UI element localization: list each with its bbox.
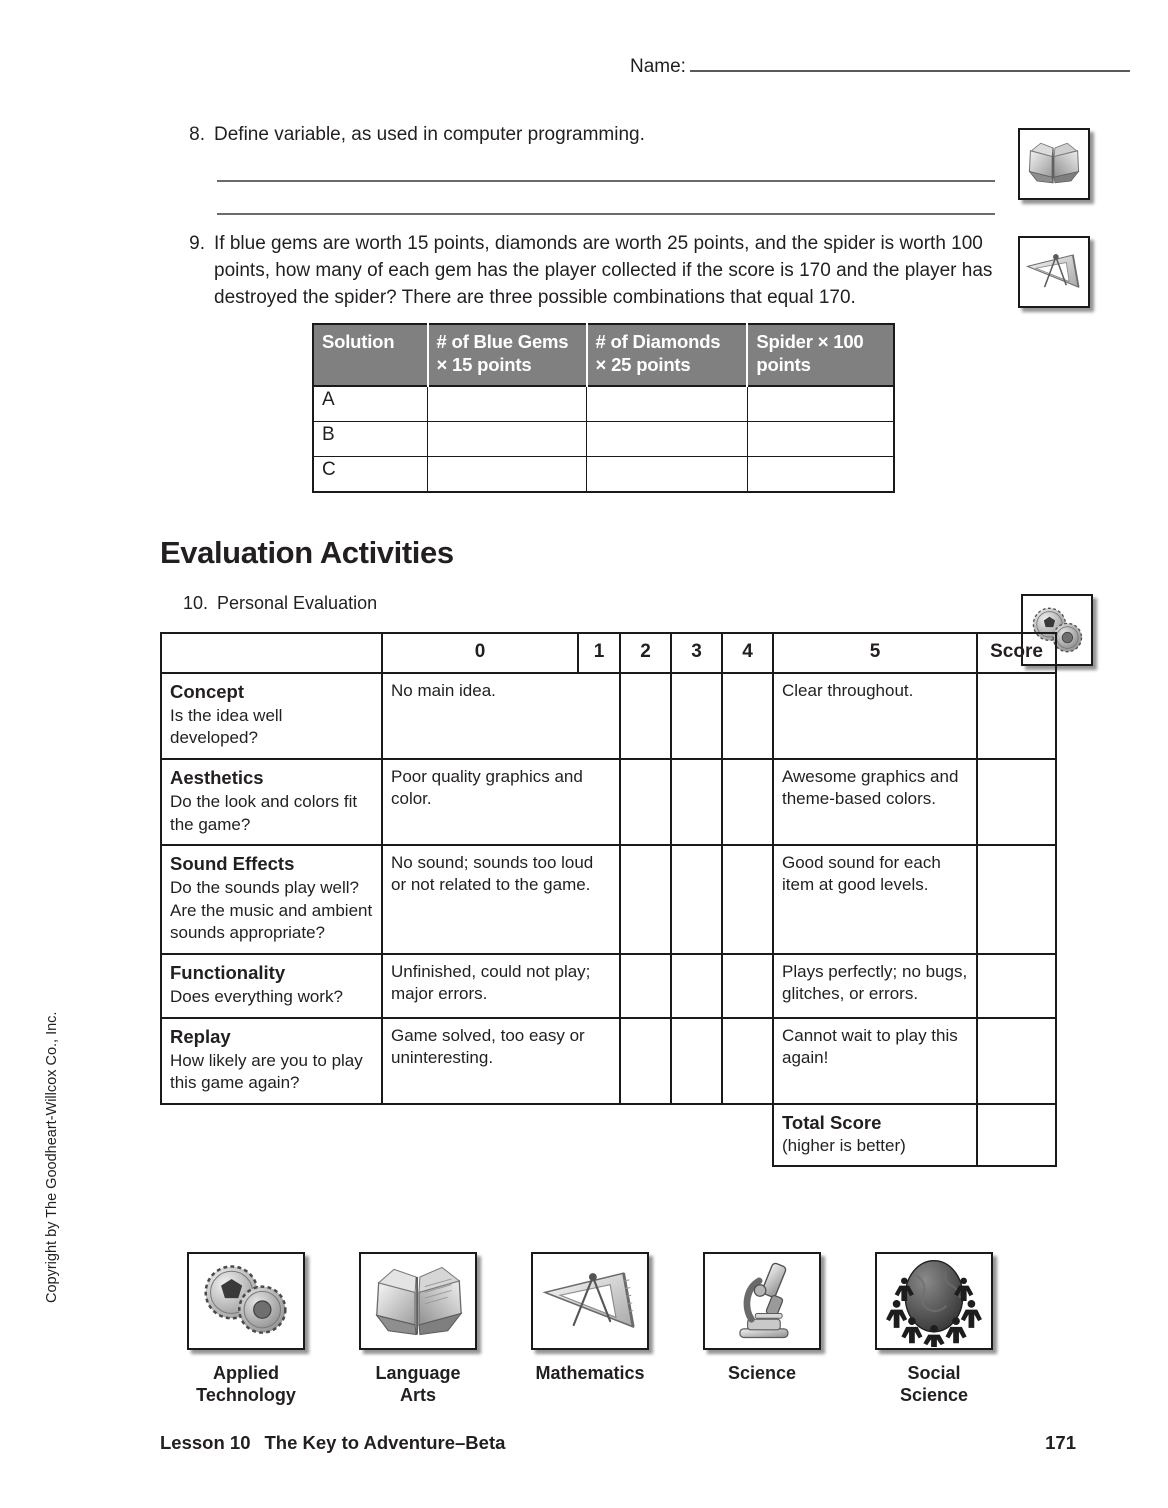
rubric-total-spacer-3 (620, 1104, 671, 1166)
solution-combinations-table (312, 323, 895, 493)
solution-row-label: C (313, 457, 428, 493)
table-row (161, 954, 1056, 1018)
gears-icon (187, 1252, 305, 1350)
rubric-concept-level-0[interactable]: No main idea. (382, 673, 620, 759)
question-9-text: If blue gems are worth 15 points, diamonds are worth 25 points, and the spider is worth 100 points, how many of each gem has the player collected if the score is 170 and the player has destroyed the spider? There are three possible combinations that equal 170. (214, 233, 993, 308)
question-8 (180, 122, 980, 149)
triangle-ruler-compass-icon (531, 1252, 649, 1350)
rubric-concept-score[interactable] (977, 673, 1056, 759)
rubric-concept-cell-4[interactable] (722, 673, 773, 759)
rubric-total-spacer-5 (722, 1104, 773, 1166)
subject-label-line1: Science (727, 1363, 797, 1383)
subject-science (676, 1252, 848, 1406)
solution-header-spider (747, 324, 894, 386)
solution-row-b-diamonds[interactable] (587, 422, 748, 457)
rubric-replay-level-0[interactable]: Game solved, too easy or uninteresting. (382, 1018, 620, 1104)
rubric-total-spacer-4 (671, 1104, 722, 1166)
solution-row-label: A (313, 386, 428, 422)
answer-line-1[interactable] (217, 180, 995, 182)
rubric-sound-effects-cell-2[interactable] (620, 845, 671, 954)
solution-header-spider-line2: points (756, 353, 811, 375)
rubric-sound-effects-cell-3[interactable] (671, 845, 722, 954)
name-label: Name: (630, 56, 686, 77)
solution-header-diamonds (587, 324, 748, 386)
footer-lesson-number: Lesson 10 (160, 1432, 251, 1453)
subject-language-arts (332, 1252, 504, 1406)
rubric-criteria-aesthetics (161, 759, 382, 845)
rubric-functionality-cell-4[interactable] (722, 954, 773, 1018)
question-8-number: 8. (189, 124, 205, 145)
rubric-sound-effects-level-0[interactable]: No sound; sounds too loud or not related to the game. (382, 845, 620, 954)
solution-header-spider-line1: Spider × 100 (756, 331, 864, 352)
subject-mathematics (504, 1252, 676, 1406)
subject-label-line1: Language (375, 1363, 461, 1383)
table-row (313, 457, 894, 493)
subject-language-arts-label (375, 1363, 460, 1406)
name-field-row (630, 56, 1130, 78)
rubric-header-4: 4 (722, 633, 773, 673)
solution-row-c-blue-gems[interactable] (428, 457, 587, 493)
rubric-aesthetics-level-0[interactable]: Poor quality graphics and color. (382, 759, 620, 845)
rubric-functionality-score[interactable] (977, 954, 1056, 1018)
rubric-functionality-level-0[interactable]: Unfinished, could not play; major errors. (382, 954, 620, 1018)
rubric-sound-effects-cell-4[interactable] (722, 845, 773, 954)
rubric-concept-cell-2[interactable] (620, 673, 671, 759)
page-number: 171 (1045, 1432, 1076, 1453)
rubric-criteria-functionality (161, 954, 382, 1018)
globe-people-icon (875, 1252, 993, 1350)
rubric-aesthetics-cell-2[interactable] (620, 759, 671, 845)
rubric-criteria-functionality-question: Does everything work? (170, 987, 343, 1007)
subject-science-label (728, 1363, 796, 1385)
rubric-aesthetics-level-5[interactable]: Awesome graphics and theme-based colors. (773, 759, 977, 845)
rubric-total-label (773, 1104, 977, 1166)
open-book-icon (1018, 128, 1090, 200)
rubric-criteria-functionality-title: Functionality (170, 962, 286, 984)
rubric-criteria-concept-title: Concept (170, 680, 244, 702)
rubric-criteria-aesthetics-question: Do the look and colors fit the game? (170, 792, 358, 834)
rubric-total-spacer-1 (161, 1104, 382, 1166)
subject-label-line2: Science (899, 1384, 969, 1405)
rubric-functionality-cell-2[interactable] (620, 954, 671, 1018)
question-8-text: Define variable, as used in computer programming. (214, 124, 645, 145)
question-10-number: 10. (182, 593, 208, 613)
triangle-ruler-compass-icon (1018, 236, 1090, 308)
rubric-total-row (161, 1104, 1056, 1166)
rubric-total-score[interactable] (977, 1104, 1056, 1166)
subject-label-line1: Applied (212, 1363, 279, 1383)
subject-icon-row (160, 1252, 1020, 1406)
subject-label-line1: Social (907, 1363, 961, 1383)
rubric-concept-level-5[interactable]: Clear throughout. (773, 673, 977, 759)
subject-mathematics-label (535, 1363, 644, 1385)
solution-header-solution (313, 324, 428, 386)
copyright-notice: Copyright by The Goodheart-Willcox Co., Inc. (44, 1011, 60, 1303)
solution-table-header-row (313, 324, 894, 386)
subject-label-line2: Technology (196, 1384, 296, 1405)
solution-header-solution-line1: Solution (322, 331, 395, 352)
subject-social-science (848, 1252, 1020, 1406)
solution-row-label: B (313, 422, 428, 457)
rubric-header-0: 0 (382, 633, 578, 673)
solution-row-a-diamonds[interactable] (587, 386, 748, 422)
rubric-criteria-replay (161, 1018, 382, 1104)
rubric-replay-cell-3[interactable] (671, 1018, 722, 1104)
solution-header-diamonds-line1: # of Diamonds (595, 331, 721, 352)
rubric-header-3: 3 (671, 633, 722, 673)
answer-line-2[interactable] (217, 213, 995, 215)
name-write-in-line[interactable] (690, 56, 1130, 72)
rubric-concept-cell-3[interactable] (671, 673, 722, 759)
rubric-criteria-replay-title: Replay (170, 1025, 231, 1047)
solution-header-blue-gems (428, 324, 587, 386)
solution-row-a-spider[interactable] (747, 386, 894, 422)
rubric-functionality-level-5[interactable]: Plays perfectly; no bugs, glitches, or errors. (773, 954, 977, 1018)
rubric-criteria-sound-effects (161, 845, 382, 954)
table-row (161, 673, 1056, 759)
rubric-criteria-sound-effects-title: Sound Effects (170, 853, 295, 875)
subject-applied-technology-label (196, 1363, 296, 1406)
table-row (161, 1018, 1056, 1104)
solution-header-blue-gems-line2: × 15 points (436, 353, 532, 375)
solution-header-diamonds-line2: × 25 points (595, 353, 691, 375)
solution-header-blue-gems-line1: # of Blue Gems (436, 331, 569, 352)
table-row (313, 422, 894, 457)
rubric-header-2: 2 (620, 633, 671, 673)
table-row (161, 845, 1056, 954)
footer-lesson-name: The Key to Adventure–Beta (264, 1432, 506, 1453)
rubric-header-5: 5 (773, 633, 977, 673)
rubric-total-title: Total Score (782, 1112, 882, 1134)
rubric-criteria-sound-effects-question: Do the sounds play well? Are the music and ambient sounds appropriate? (170, 878, 373, 943)
rubric-replay-level-5[interactable]: Cannot wait to play this again! (773, 1018, 977, 1104)
rubric-aesthetics-cell-3[interactable] (671, 759, 722, 845)
microscope-icon (703, 1252, 821, 1350)
rubric-functionality-cell-3[interactable] (671, 954, 722, 1018)
rubric-aesthetics-score[interactable] (977, 759, 1056, 845)
rubric-header-row (161, 633, 1056, 673)
open-book-icon (359, 1252, 477, 1350)
rubric-total-spacer-2 (382, 1104, 620, 1166)
footer-lesson-title (160, 1432, 505, 1454)
rubric-total-note: (higher is better) (782, 1136, 906, 1156)
rubric-criteria-concept-question: Is the idea well developed? (170, 705, 283, 748)
subject-label-line2: Arts (399, 1384, 436, 1405)
table-row (313, 386, 894, 422)
solution-row-a-blue-gems[interactable] (428, 386, 587, 422)
solution-row-c-spider[interactable] (747, 457, 894, 493)
subject-label-line1: Mathematics (535, 1363, 645, 1383)
page-title: Evaluation Activities (160, 535, 454, 570)
rubric-criteria-concept (161, 673, 382, 759)
solution-row-b-blue-gems[interactable] (428, 422, 587, 457)
rubric-header-criteria (161, 633, 382, 673)
subject-applied-technology (160, 1252, 332, 1406)
solution-row-c-diamonds[interactable] (587, 457, 748, 493)
rubric-header-1: 1 (578, 633, 620, 673)
rubric-sound-effects-score[interactable] (977, 845, 1056, 954)
question-9-number: 9. (189, 233, 205, 254)
personal-evaluation-rubric-table (160, 632, 1057, 1167)
rubric-replay-cell-2[interactable] (620, 1018, 671, 1104)
rubric-criteria-aesthetics-title: Aesthetics (170, 766, 264, 788)
question-9 (180, 231, 995, 312)
rubric-aesthetics-cell-4[interactable] (722, 759, 773, 845)
table-row (161, 759, 1056, 845)
rubric-replay-cell-4[interactable] (722, 1018, 773, 1104)
question-10-text: Personal Evaluation (217, 593, 378, 613)
subject-social-science-label (900, 1363, 968, 1406)
rubric-sound-effects-level-5[interactable]: Good sound for each item at good levels. (773, 845, 977, 954)
rubric-criteria-replay-question: How likely are you to play this game again? (170, 1050, 363, 1093)
question-10 (175, 591, 575, 617)
rubric-header-score: Score (977, 633, 1056, 673)
solution-row-b-spider[interactable] (747, 422, 894, 457)
rubric-replay-score[interactable] (977, 1018, 1056, 1104)
